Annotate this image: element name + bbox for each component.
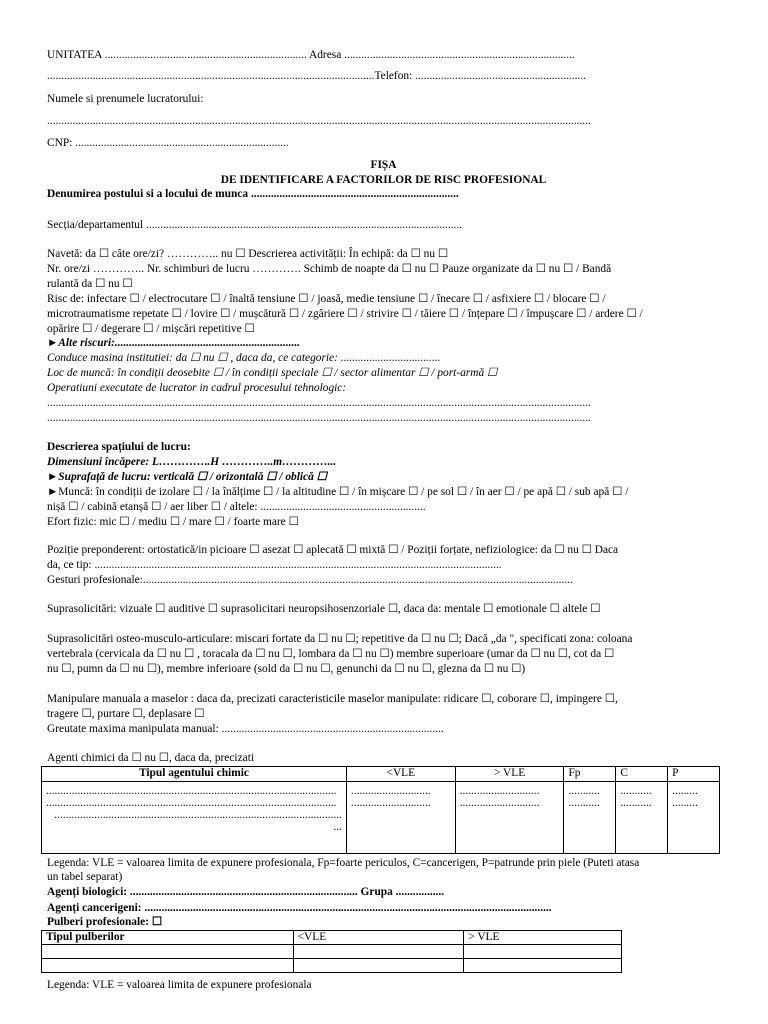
- dust-row-2-lt-vle[interactable]: [293, 959, 464, 973]
- chemical-agents-table: [41, 766, 720, 854]
- spatiu-heading: Descrierea spațiului de lucru:: [47, 441, 191, 453]
- chem-cell-lt-vle[interactable]: [346, 782, 455, 854]
- dust-header-lt-vle: <VLE: [293, 931, 464, 945]
- operatiuni-dots-2: ...............................................................................................................................................................................................: [47, 412, 591, 424]
- chem-row-2-type: ......................................................................................................: [46, 797, 337, 809]
- risc-line-3: opărire ☐ / degerare ☐ / mișcări repetitive ☐: [47, 323, 255, 335]
- telefon-line: ...................................................................................................................Telefon: ............................................................: [47, 70, 586, 82]
- dust-table: [41, 930, 622, 973]
- suprasolicitari-line: Suprasolicitări: vizuale ☐ auditive ☐ suprasolicitari neuropsihosenzoriale ☐, daca da: mentale ☐ emotionale ☐ altele ☐: [47, 603, 601, 615]
- dust-row-1-lt-vle[interactable]: [293, 945, 464, 959]
- sectie-line: Secția/departamentul ...............................................................................................................: [47, 219, 463, 231]
- chem-cell-c[interactable]: [616, 782, 668, 854]
- chem-header-p: P: [668, 767, 720, 782]
- dust-header-type: Tipul pulberilor: [42, 931, 294, 945]
- dust-row-1-type[interactable]: [42, 945, 294, 959]
- chem-header-fp: Fp: [564, 767, 616, 782]
- pozitie-line-2: da, ce tip: ...............................................................................................................................................: [47, 559, 502, 571]
- operatiuni-dots-1: ...............................................................................................................................................................................................: [47, 397, 591, 409]
- dust-row-2-type[interactable]: [42, 959, 294, 973]
- gesturi-line: Gesturi profesionale:.......................................................................................................................................................: [47, 574, 573, 586]
- post-name-line: Denumirea postului si a locului de munca .........................................................................: [47, 188, 459, 200]
- suprafata-line: ►Suprafață de lucru: verticală ☐ / orizontală ☐ / oblică ☐: [47, 471, 327, 483]
- naveta-line: Navetă: da ☐ câte ore/zi? ………….. nu ☐ Descrierea activității: În echipă: da ☐ nu ☐: [47, 248, 449, 260]
- chem-header-c: C: [616, 767, 668, 782]
- osteo-line-1: Suprasolicitări osteo-musculo-articulare: miscari fortate da ☐ nu ☐; repetitive da ☐ nu ☐; Dacă „da ", specificati zona: coloana: [47, 633, 633, 645]
- chem-header-lt-vle: <VLE: [346, 767, 455, 782]
- chem-row-1-fp: ...........: [568, 785, 600, 797]
- conduce-masina: Conduce masina institutiei: da ☐ nu ☐ , daca da, ce categorie: ...................................: [47, 352, 441, 364]
- loc-de-munca: Loc de muncă: în condiții deosebite ☐ / în condiții speciale ☐ / sector alimentar ☐ / port-armă ☐: [47, 367, 498, 379]
- dimensiuni-line: Dimensiuni încăpere: L…………..H …………..m…………...: [47, 456, 337, 468]
- osteo-line-2: vertebrala (cervicala da ☐ nu ☐ , toracala da ☐ nu ☐, lombara da ☐ nu ☐) membre superioare (umar da ☐ nu ☐, cot da ☐: [47, 648, 615, 660]
- greutate-line: Greutate maxima manipulata manual: ..............................................................................: [47, 723, 444, 735]
- alte-riscuri: ►Alte riscuri:.................................................................: [47, 337, 301, 349]
- legenda-chimic-2: un tabel separat): [47, 871, 123, 883]
- chem-cell-p[interactable]: [668, 782, 720, 854]
- manipulare-line-1: Manipulare manuala a maselor : daca da, precizati caracteristicile maselor manipulate: ridicare ☐, coborare ☐, impingere ☐,: [47, 693, 618, 705]
- agenti-cancerigeni-line: Agenți cancerigeni: ...............................................................................................................................................: [47, 902, 552, 914]
- chem-row-3-type: ..................................................................................................... ...: [54, 809, 342, 833]
- risc-line-1: Risc de: infectare ☐ / electrocutare ☐ / înaltă tensiune ☐ / joasă, medie tensiune ☐ / înecare ☐ / asfixiere ☐ / blocare ☐ /: [47, 293, 606, 305]
- chem-row-1-gt-vle: ............................: [459, 785, 540, 797]
- chem-row-1-lt-vle: ............................: [350, 785, 431, 797]
- efort-line: Efort fizic: mic ☐ / mediu ☐ / mare ☐ / foarte mare ☐: [47, 516, 299, 528]
- manipulare-line-2: tragere ☐, purtare ☐, deplasare ☐: [47, 708, 205, 720]
- agenti-chimici-line: Agenti chimici da ☐ nu ☐, daca da, precizati: [47, 752, 255, 764]
- chem-header-gt-vle: > VLE: [455, 767, 564, 782]
- risc-line-2: microtraumatisme repetate ☐ / lovire ☐ / mușcătură ☐ / zgâriere ☐ / strivire ☐ / tăiere ☐ / înțepare ☐ / împușcare ☐ / ardere ☐ /: [47, 308, 643, 320]
- chem-row-1-p: .........: [672, 785, 698, 797]
- banda-line: rulantă da ☐ nu ☐: [47, 278, 133, 290]
- worker-name-label: Numele si prenumele lucratorului:: [47, 93, 204, 105]
- osteo-line-3: nu ☐, pumn da ☐ nu ☐), membre inferioare (sold da ☐ nu ☐, genunchi da ☐ nu ☐, glezna da ☐ nu ☐): [47, 663, 526, 675]
- chem-cell-gt-vle[interactable]: [455, 782, 564, 854]
- chem-cell-fp[interactable]: [564, 782, 616, 854]
- chem-row-2-p: .........: [672, 797, 698, 809]
- pozitie-line-1: Poziție preponderent: ortostatică/in picioare ☐ asezat ☐ aplecată ☐ mixtă ☐ / Poziții forțate, nefiziologice: da ☐ nu ☐ Daca: [47, 544, 619, 556]
- chem-row-2-fp: ...........: [568, 797, 600, 809]
- dust-header-gt-vle: > VLE: [464, 931, 622, 945]
- munca-line-2: nișă ☐ / cabină etanșă ☐ / aer liber ☐ / altele: ..........................................................: [47, 501, 426, 513]
- chem-row-2-c: ...........: [620, 797, 652, 809]
- agenti-biologici-line: Agenți biologici: ................................................................................ Grupa .................: [47, 886, 445, 898]
- cnp-line: CNP: ...........................................................................: [47, 137, 289, 149]
- worker-name-dots: ...............................................................................................................................................................................................: [47, 115, 591, 127]
- operatiuni-label: Operatiuni executate de lucrator in cadrul procesului tehnologic:: [47, 382, 347, 394]
- pulberi-line: Pulberi profesionale: ☐: [47, 916, 163, 928]
- chem-header-type: Tipul agentului chimic: [42, 767, 347, 782]
- form-title: FIȘA: [370, 159, 397, 171]
- legenda-chimic-1: Legenda: VLE = valoarea limita de expunere profesionala, Fp=foarte periculos, C=cancerigen, P=patrunde prin piele (Puteti atasa: [47, 857, 640, 869]
- ore-line: Nr. ore/zi ………….. Nr. schimburi de lucru …………. Schimb de noapte da ☐ nu ☐ Pauze organizate da ☐ nu ☐ / Bandă: [47, 263, 612, 275]
- chem-row-1-c: ...........: [620, 785, 652, 797]
- chem-row-1-type: ......................................................................................................: [46, 785, 337, 797]
- dust-row-1-gt-vle[interactable]: [464, 945, 622, 959]
- chem-row-2-lt-vle: ............................: [350, 797, 431, 809]
- form-subtitle: DE IDENTIFICARE A FACTORILOR DE RISC PROFESIONAL: [220, 174, 547, 186]
- unitatea-line: UNITATEA ....................................................................... Adresa .................................................................................: [47, 49, 575, 61]
- legenda-pulberi: Legenda: VLE = valoarea limita de expunere profesionala: [47, 979, 312, 991]
- dust-row-2-gt-vle[interactable]: [464, 959, 622, 973]
- chem-cell-type[interactable]: [42, 782, 347, 854]
- chem-row-2-gt-vle: ............................: [459, 797, 540, 809]
- munca-line-1: ►Muncă: în condiții de izolare ☐ / la înălțime ☐ / la altitudine ☐ / în mișcare ☐ / pe sol ☐ / în aer ☐ / pe apă ☐ / sub apă ☐ /: [47, 486, 629, 498]
